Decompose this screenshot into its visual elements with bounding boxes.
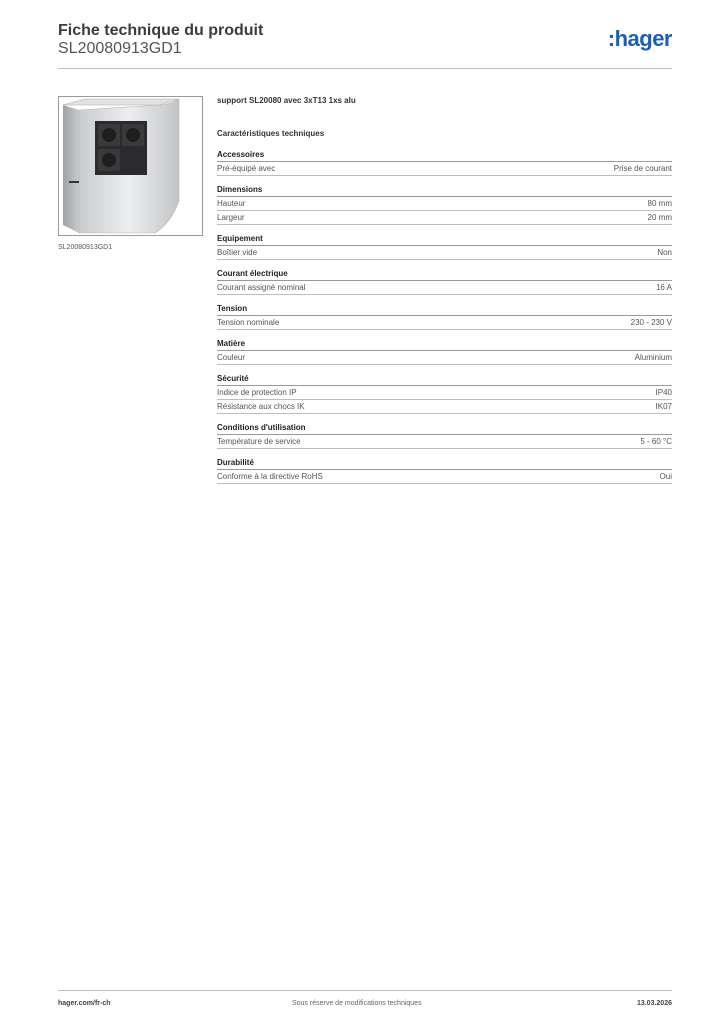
spec-group-title: Dimensions	[217, 185, 672, 197]
hager-logo	[592, 26, 672, 52]
socket-box-aluminium-image	[59, 97, 202, 235]
spec-row	[217, 351, 672, 365]
spec-label: Indice de protection IP	[217, 388, 297, 397]
spec-group	[217, 423, 672, 449]
spec-value: IK07	[655, 402, 672, 411]
spec-value: 20 mm	[647, 213, 672, 222]
spec-label: Largeur	[217, 213, 245, 222]
page-title: Fiche technique du produit	[58, 22, 264, 39]
footer-note: Sous réserve de modifications techniques	[292, 1000, 422, 1007]
image-caption: SL20080913GD1	[58, 244, 113, 251]
spec-value: 5 - 60 °C	[640, 437, 672, 446]
spec-label: Tension nominale	[217, 318, 280, 327]
spec-row	[217, 316, 672, 330]
spec-group-title: Accessoires	[217, 150, 672, 162]
footer-website: hager.com/fr-ch	[58, 1000, 111, 1007]
spec-group-title: Courant électrique	[217, 269, 672, 281]
spec-group	[217, 458, 672, 484]
spec-group	[217, 374, 672, 414]
spec-label: Pré-équipé avec	[217, 164, 276, 173]
spec-value: 230 - 230 V	[630, 318, 672, 327]
page-footer	[58, 990, 672, 1015]
spec-row	[217, 246, 672, 260]
spec-group	[217, 234, 672, 260]
spec-label: Conforme à la directive RoHS	[217, 472, 323, 481]
spec-group-title: Matière	[217, 339, 672, 351]
spec-group	[217, 304, 672, 330]
page-header	[58, 20, 672, 69]
spec-group-title: Durabilité	[217, 458, 672, 470]
spec-row	[217, 197, 672, 211]
spec-row	[217, 211, 672, 225]
spec-label: Résistance aux chocs IK	[217, 402, 305, 411]
spec-row	[217, 162, 672, 176]
product-description: support SL20080 avec 3xT13 1xs alu	[217, 96, 356, 105]
product-reference: SL20080913GD1	[58, 40, 182, 57]
spec-row	[217, 470, 672, 484]
spec-value: 80 mm	[647, 199, 672, 208]
spec-value: Prise de courant	[613, 164, 672, 173]
spec-group	[217, 339, 672, 365]
spec-group-title: Sécurité	[217, 374, 672, 386]
spec-value: Oui	[659, 472, 672, 481]
spec-label: Température de service	[217, 437, 301, 446]
spec-group-title: Tension	[217, 304, 672, 316]
spec-value: Non	[657, 248, 672, 257]
hager-logo-text: :hager	[607, 26, 672, 51]
spec-row	[217, 435, 672, 449]
spec-label: Courant assigné nominal	[217, 283, 306, 292]
spec-label: Boîtier vide	[217, 248, 258, 257]
spec-row	[217, 386, 672, 400]
spec-group	[217, 185, 672, 225]
product-image	[58, 96, 203, 236]
spec-group-title: Conditions d'utilisation	[217, 423, 672, 435]
spec-row	[217, 400, 672, 414]
spec-groups	[217, 150, 672, 484]
spec-group	[217, 269, 672, 295]
spec-label: Couleur	[217, 353, 246, 362]
spec-content	[217, 96, 672, 493]
spec-value: 16 A	[655, 283, 672, 292]
spec-value: Aluminium	[634, 353, 672, 362]
spec-group-title: Equipement	[217, 234, 672, 246]
spec-label: Hauteur	[217, 199, 246, 208]
spec-group	[217, 150, 672, 176]
footer-date: 13.03.2026	[636, 1000, 672, 1007]
spec-value: IP40	[655, 388, 672, 397]
spec-row	[217, 281, 672, 295]
tech-section-title: Caractéristiques techniques	[217, 129, 325, 138]
